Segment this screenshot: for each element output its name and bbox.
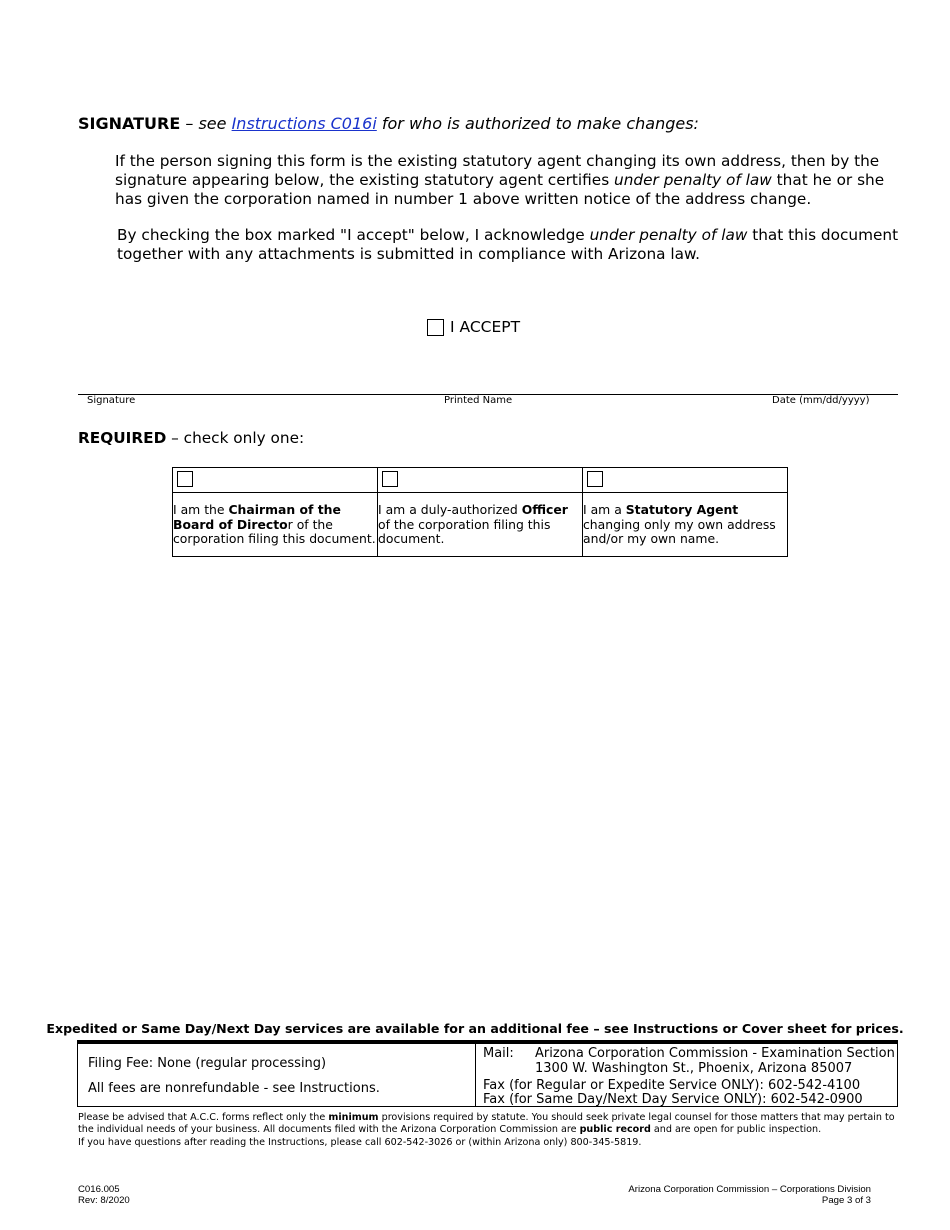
legal-notice (78, 1112, 908, 1149)
checkbox-row (173, 468, 788, 493)
nonrefundable-notice: All fees are nonrefundable - see Instructions. (88, 1081, 380, 1096)
agency-footer (560, 1184, 871, 1206)
acknowledgement-end: that this document together with any attachments is submitted in compliance with Arizona law. (117, 226, 899, 263)
acknowledgement-text (117, 226, 917, 264)
signer-role-table (172, 467, 788, 557)
date-caption: Date (mm/dd/yyyy) (772, 395, 870, 406)
certification-text: If the person signing this form is the existing statutory agent changing its own address, then by the signature appearing below, the existing statutory agent certifies (115, 152, 880, 189)
chairman-option-text (173, 493, 378, 557)
acknowledgement-start: By checking the box marked "I accept" below, I acknowledge (117, 226, 590, 244)
notice-bold-minimum: minimum (328, 1112, 379, 1123)
accept-control[interactable] (427, 318, 520, 336)
fax-regular: Fax (for Regular or Expedite Service ONLY): 602-542-4100 (483, 1078, 861, 1093)
expedited-services-notice: Expedited or Same Day/Next Day services are available for an additional fee – see Instructions or Cover sheet for prices. (46, 1021, 904, 1036)
certification-emphasis: under penalty of law (614, 171, 772, 189)
statutory-agent-option-text (583, 493, 788, 557)
certification-text-end: that he or she has given the corporation named in number 1 above written notice of the address change. (115, 171, 885, 208)
mail-address-line2: 1300 W. Washington St., Phoenix, Arizona 85007 (535, 1061, 853, 1076)
mail-label: Mail: (483, 1046, 514, 1061)
option-bold: Statutory Agent (625, 502, 739, 517)
notice-text: provisions required by statute. You should seek private legal counsel for those matters that may pertain to the individual needs of your business. All documents filed with the Arizona Corporation Commission are (78, 1112, 895, 1136)
acknowledgement-emphasis: under penalty of law (589, 226, 748, 244)
printed-name-caption: Printed Name (444, 395, 513, 406)
accept-label: I ACCEPT (450, 318, 521, 336)
option-text-end: r of the corporation filing this document. (173, 516, 376, 546)
instructions-link[interactable]: Instructions C016i (231, 114, 377, 133)
option-text: I am the (173, 502, 229, 517)
filing-fee: Filing Fee: None (regular processing) (88, 1056, 327, 1071)
officer-checkbox-cell (378, 468, 583, 493)
description-row (173, 493, 788, 557)
page-number: Page 3 of 3 (821, 1195, 871, 1206)
fee-box-divider (475, 1044, 476, 1107)
officer-option-text (378, 493, 583, 557)
fax-same-day: Fax (for Same Day/Next Day Service ONLY): 602-542-0900 (483, 1092, 863, 1107)
signature-heading (78, 114, 699, 133)
form-number: C016.005 (78, 1184, 120, 1195)
form-id-footer (78, 1184, 130, 1206)
notice-text: and are open for public inspection. (650, 1124, 822, 1136)
fee-info-box (77, 1040, 898, 1107)
signature-dash: – (180, 114, 199, 133)
notice-contact: If you have questions after reading the Instructions, please call 602-542-3026 or (within Arizona only) 800-345-5819. (78, 1136, 642, 1148)
notice-bold-public-record: public record (579, 1124, 651, 1136)
option-text-end: changing only my own address and/or my own name. (583, 516, 776, 546)
option-text: I am a duly-authorized (378, 502, 522, 517)
signature-see: see (198, 114, 232, 133)
required-instruction: – check only one: (166, 429, 305, 447)
statutory-agent-checkbox[interactable] (587, 471, 603, 487)
option-text-end: of the corporation filing this document. (378, 516, 551, 546)
signature-caption: Signature (87, 395, 136, 406)
mail-address-line1: Arizona Corporation Commission - Examination Section (535, 1046, 895, 1061)
chairman-checkbox[interactable] (177, 471, 193, 487)
officer-checkbox[interactable] (382, 471, 398, 487)
option-bold: Chairman of the Board of Directo (173, 502, 341, 532)
signature-authorized-text: for who is authorized to make changes: (376, 114, 699, 133)
agent-checkbox-cell (583, 468, 788, 493)
option-text: I am a (583, 502, 626, 517)
statutory-agent-certification (115, 152, 915, 209)
signature-label: SIGNATURE (78, 114, 181, 133)
chairman-checkbox-cell (173, 468, 378, 493)
option-bold: Officer (521, 502, 568, 517)
accept-checkbox[interactable] (427, 319, 444, 336)
agency-name: Arizona Corporation Commission – Corporations Division (628, 1184, 871, 1195)
notice-text: Please be advised that A.C.C. forms reflect only the (78, 1112, 329, 1123)
required-heading (78, 429, 304, 447)
form-revision: Rev: 8/2020 (78, 1195, 130, 1206)
required-label: REQUIRED (78, 429, 167, 447)
